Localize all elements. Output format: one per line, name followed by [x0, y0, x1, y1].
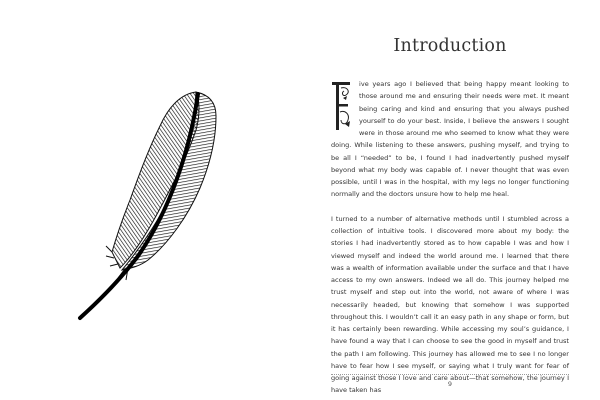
page-title: Introduction	[393, 36, 507, 56]
feather-icon	[60, 60, 260, 340]
paragraph-1-text: ive years ago I believed that being happy meant looking to those around me and ensuring their needs were met. It meant being caring and kind and ensuring that you always pushed yourself to do your best. Inside, I believe the answers I sought were in those around me who seemed to know what they were doing. While listening to these answers, pushing myself, and trying to be all I “needed” to be, I found I had inadvertently pushed myself beyond what my body was capable of. I never thought that was even possible, until I was in the hospital, with my legs no longer functioning normally and the doctors unsure how to help me heal.	[331, 80, 569, 199]
decorative-dropcap-f-icon	[331, 80, 353, 132]
page-number: 9	[447, 380, 453, 388]
body-text	[331, 78, 569, 397]
right-page	[300, 0, 600, 400]
paragraph-1	[331, 78, 569, 201]
paragraph-2: I turned to a number of alternative methods until I stumbled across a collection of intuitive tools. I discovered more about my body: the stories I had inadvertently stored as to how capable I was and how I viewed myself and indeed the world around me. I learned that there was a wealth of information available under the surface and that I have access to my own answers. Indeed we all do. This journey helped me trust myself and step out into the world, not aware of where I was necessarily headed, but knowing that somehow I was supported throughout this. I wouldn’t call it an easy path in any shape or form, but it has certainly been rewarding. While accessing my soul’s guidance, I have found a way that I can choose to see the good in myself and trust the path I am following. This journey has allowed me to see I no longer have to fear how I see myself, or saying what I truly want for fear of going against those I love and care about—that somehow, the journey I have taken has	[331, 214, 569, 395]
footer-divider	[331, 374, 569, 375]
